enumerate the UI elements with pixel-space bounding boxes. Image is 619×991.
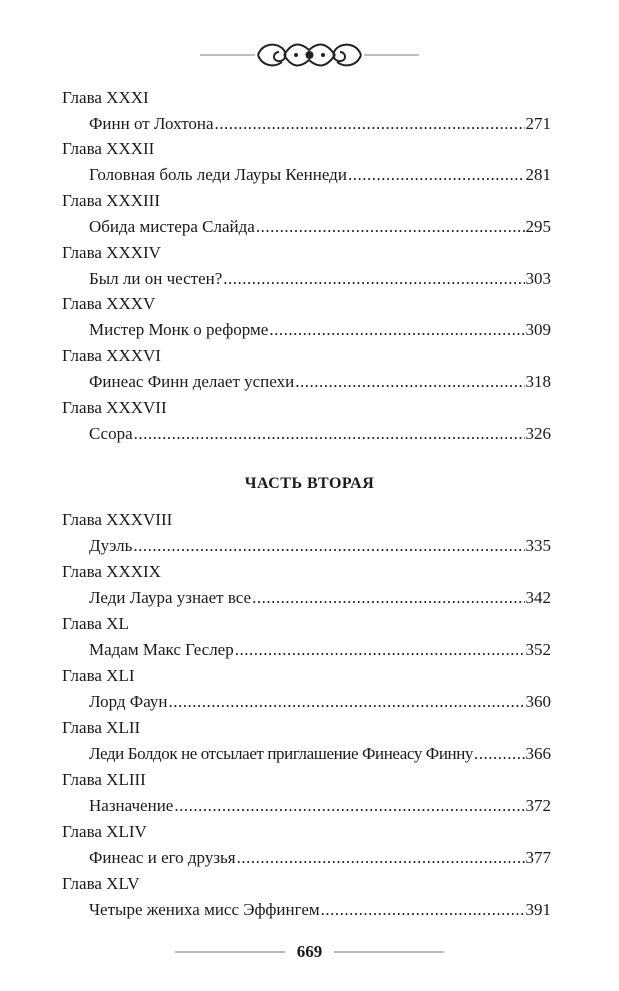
dot-leader [215,114,525,134]
toc-entry[interactable] [89,114,551,134]
entry-page: 318 [525,372,551,391]
entry-title: Финеас Финн делает успехи [89,372,295,391]
entry-title: Был ли он честен? [89,269,223,288]
toc-entry[interactable] [89,372,551,392]
entry-title: Лорд Фаун [89,692,168,711]
toc-entry[interactable] [89,640,551,660]
entry-title: Назначение [89,796,174,815]
dot-leader [474,744,524,764]
chapter-label: Глава XLIV [62,822,147,841]
chapter-label: Глава XXXII [62,139,155,158]
toc-entry[interactable] [89,536,551,556]
entry-page: 391 [525,900,551,919]
entry-title: Мистер Монк о реформе [89,320,269,339]
entry-title: Леди Лаура узнает все [89,588,252,607]
chapter-label: Глава XXXIX [62,562,161,581]
dot-leader [134,424,525,444]
entry-title: Обида мистера Слайда [89,217,255,236]
page-number: 669 [296,942,323,961]
entry-page: 366 [525,744,551,763]
entry-page: 342 [525,588,551,607]
toc-entry[interactable] [89,744,551,764]
dot-leader [269,320,524,340]
dot-leader [321,900,525,920]
chapter-label: Глава XXXV [62,294,156,313]
flourish-ornament-icon [0,30,619,80]
toc-entry[interactable] [89,692,551,712]
dot-leader [256,217,525,237]
part-heading: ЧАСТЬ ВТОРАЯ [244,475,375,492]
toc-entry[interactable] [89,900,551,920]
entry-page: 271 [525,114,551,133]
entry-title: Финеас и его друзья [89,848,236,867]
dot-leader [223,269,524,289]
toc-entry[interactable] [89,320,551,340]
dot-leader [169,692,525,712]
dot-leader [295,372,524,392]
toc-entry[interactable] [89,217,551,237]
dot-leader [235,640,525,660]
chapter-label: Глава XXXI [62,88,149,107]
toc-entry[interactable] [89,848,551,868]
dot-leader [348,165,525,185]
entry-page: 352 [525,640,551,659]
entry-page: 372 [525,796,551,815]
entry-page: 309 [525,320,551,339]
toc-entry[interactable] [89,796,551,816]
toc-entry[interactable] [89,424,551,444]
chapter-label: Глава XLI [62,666,135,685]
chapter-label: Глава XXXVIII [62,510,173,529]
entry-title: Финн от Лохтона [89,114,214,133]
page-footer [0,940,619,964]
toc-entry[interactable] [89,269,551,289]
entry-title: Леди Болдок не отсылает приглашение Финеасу Финну [89,744,474,763]
chapter-label: Глава XXXVII [62,398,167,417]
entry-page: 326 [525,424,551,443]
chapter-label: Глава XXXVI [62,346,161,365]
entry-page: 281 [525,165,551,184]
entry-title: Четыре жениха мисс Эффингем [89,900,320,919]
entry-title: Головная боль леди Лауры Кеннеди [89,165,347,184]
entry-page: 360 [525,692,551,711]
chapter-label: Глава XL [62,614,129,633]
chapter-label: Глава XXXIV [62,243,161,262]
entry-page: 295 [525,217,551,236]
toc-entry[interactable] [89,588,551,608]
chapter-label: Глава XLII [62,718,141,737]
entry-page: 377 [525,848,551,867]
entry-page: 303 [525,269,551,288]
dot-leader [237,848,525,868]
entry-title: Дуэль [89,536,133,555]
chapter-label: Глава XLIII [62,770,146,789]
entry-title: Мадам Макс Геслер [89,640,234,659]
chapter-label: Глава XLV [62,874,140,893]
dot-leader [133,536,524,556]
chapter-label: Глава XXXIII [62,191,160,210]
entry-page: 335 [525,536,551,555]
dot-leader [252,588,524,608]
entry-title: Ссора [89,424,133,443]
toc-entry[interactable] [89,165,551,185]
dot-leader [174,796,524,816]
